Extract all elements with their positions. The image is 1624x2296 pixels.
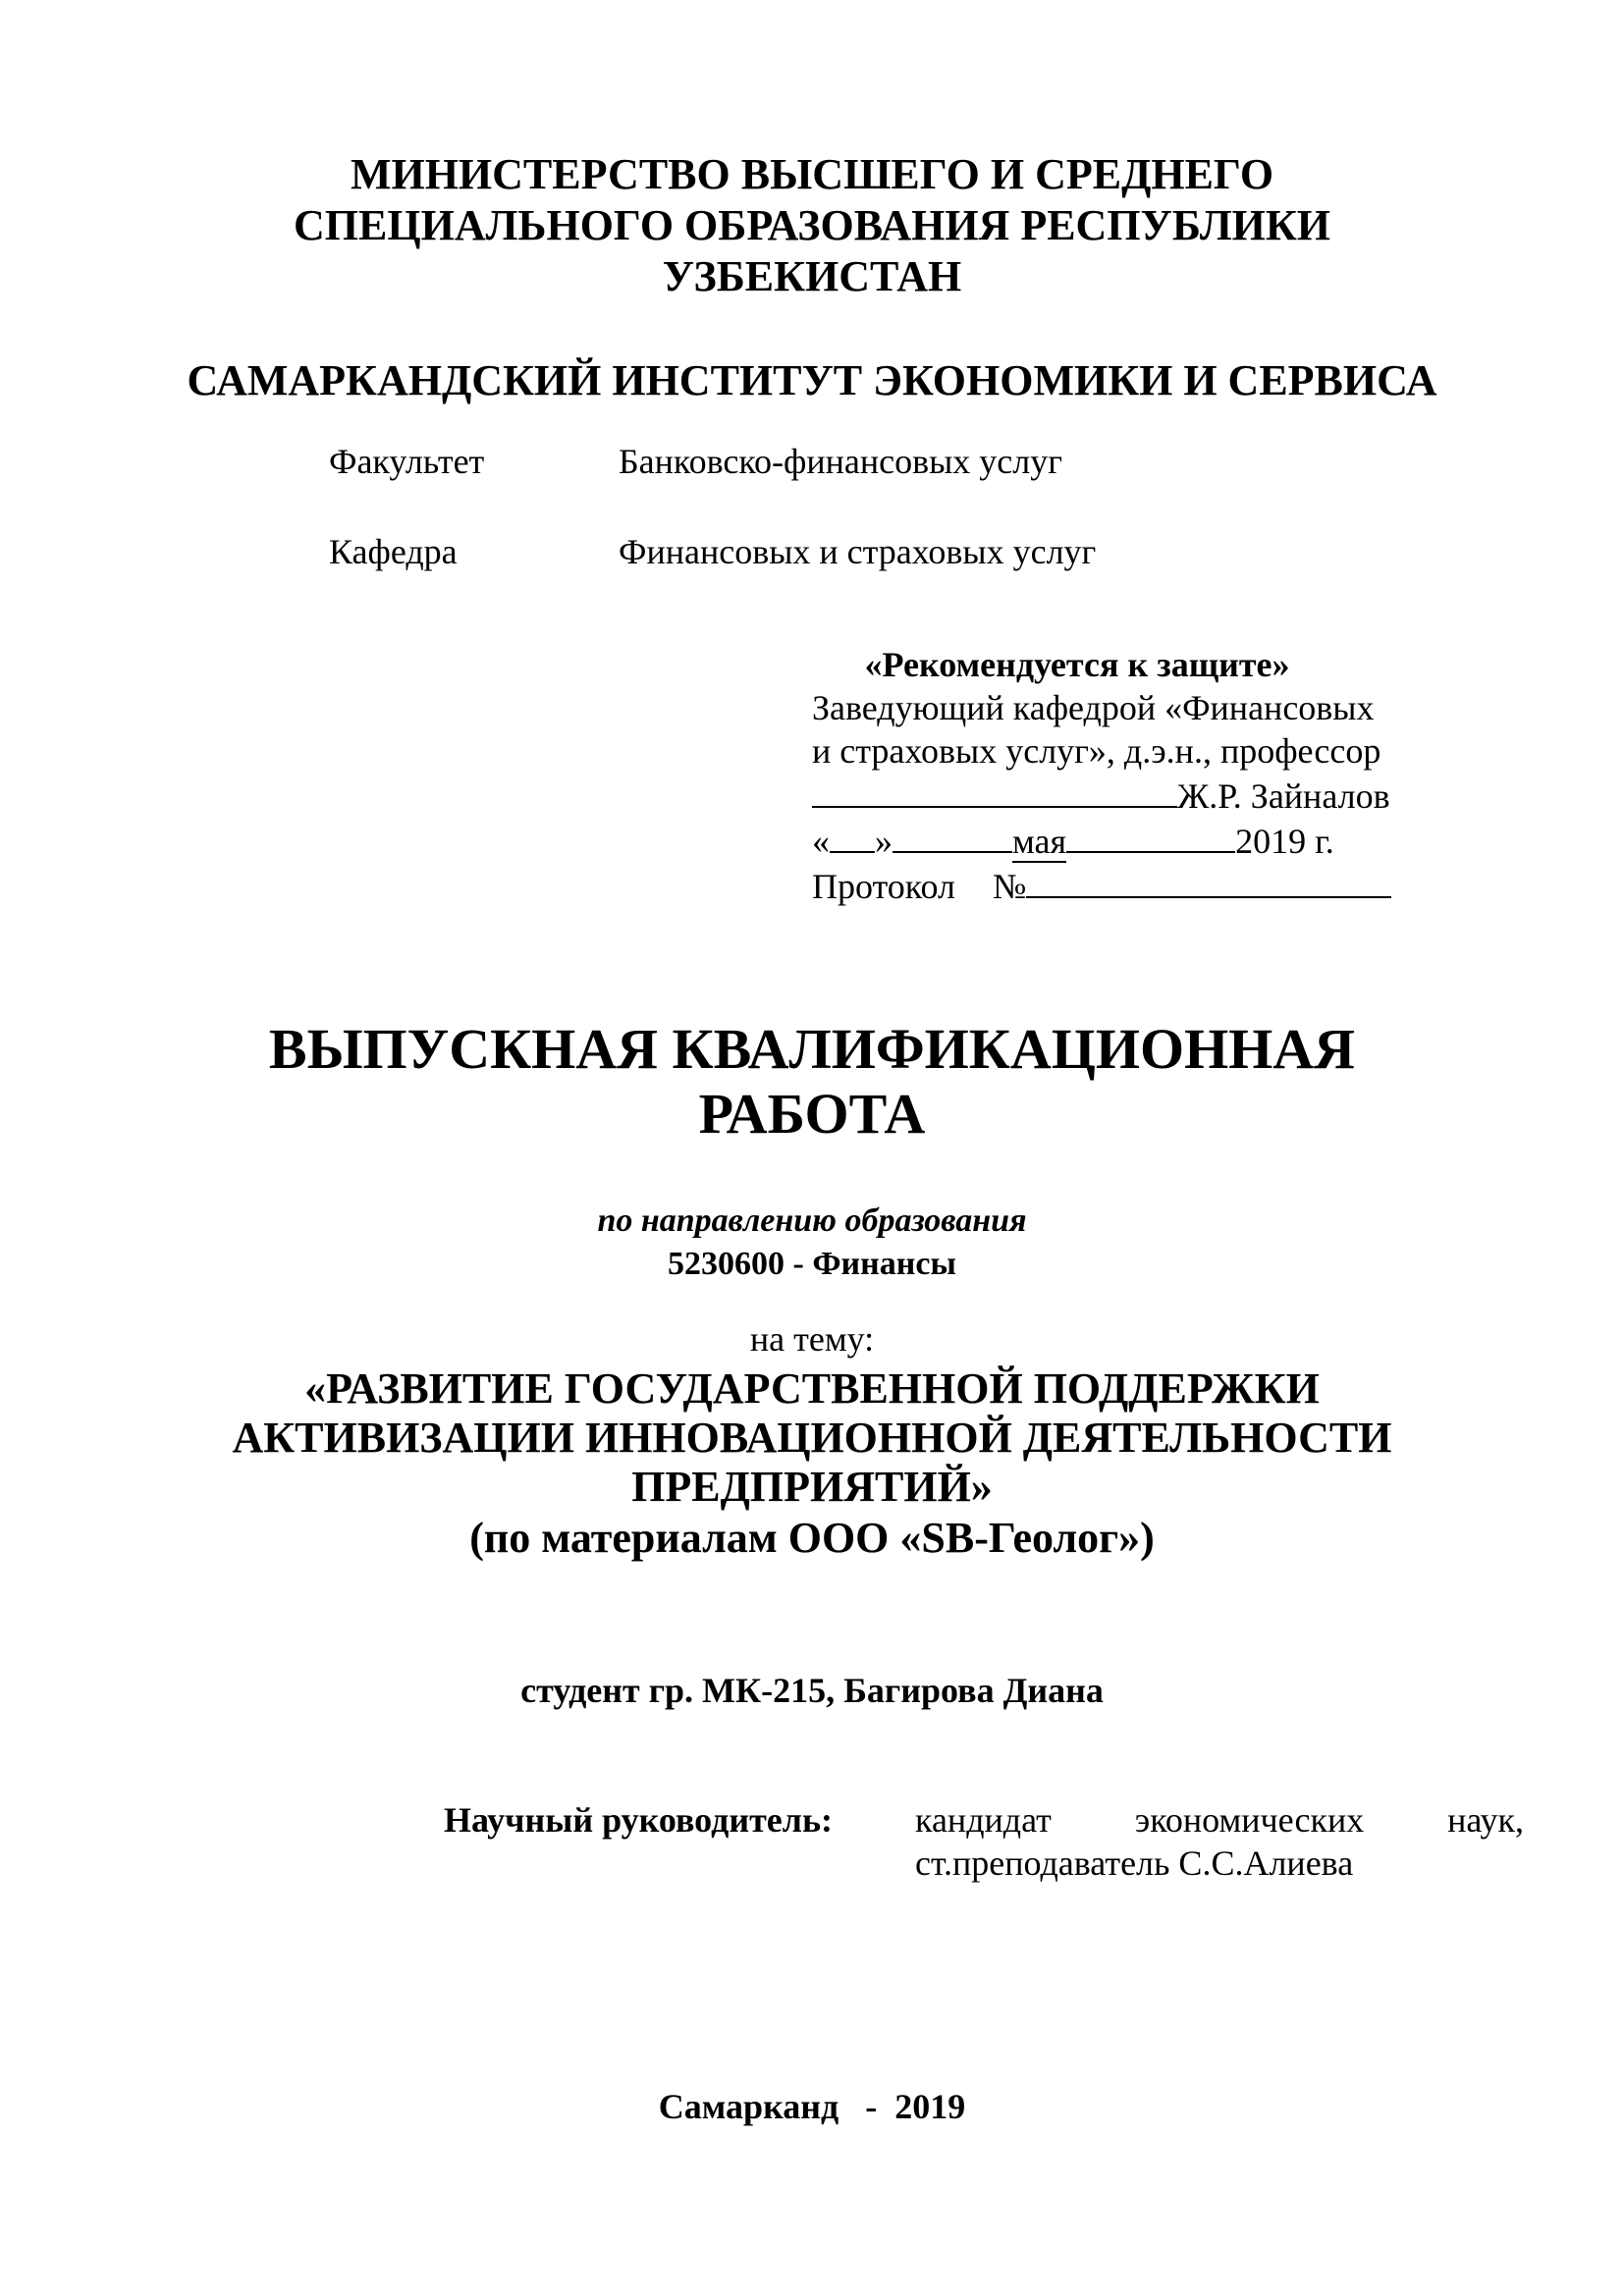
supervisor-degree-line	[915, 1798, 1524, 1842]
supervisor-word: наук,	[1447, 1800, 1524, 1840]
topic-intro: на тему:	[749, 1319, 875, 1359]
faculty-row	[329, 440, 1062, 483]
institute-heading: САМАРКАНДСКИЙ ИНСТИТУТ ЭКОНОМИКИ И СЕРВИСА	[187, 356, 1437, 404]
supervisor-word: кандидат	[915, 1800, 1052, 1840]
topic-materials: (по материалам ООО «SB-Геолог»)	[469, 1514, 1155, 1562]
date-month: мая	[1012, 822, 1067, 861]
ministry-line: МИНИСТЕРСТВО ВЫСШЕГО И СРЕДНЕГО	[350, 150, 1274, 198]
direction-block	[0, 1200, 1624, 1286]
date-blank	[893, 818, 1012, 853]
ministry-heading	[0, 149, 1624, 302]
faculty-label: Факультет	[329, 442, 485, 481]
supervisor-value	[915, 1798, 1524, 1885]
protocol-line	[812, 863, 1440, 908]
protocol-label: Протокол	[812, 867, 955, 906]
date-day-blank	[830, 818, 875, 853]
supervisor-word: экономических	[1134, 1800, 1365, 1840]
approval-heading: «Рекомендуется к защите»	[864, 645, 1290, 684]
approval-block	[812, 643, 1440, 908]
department-value: Финансовых и страховых услуг	[619, 532, 1097, 571]
date-close-quote: »	[875, 822, 893, 861]
supervisor-name-line: ст.преподаватель С.С.Алиева	[915, 1843, 1354, 1883]
date-line	[812, 818, 1440, 863]
date-open-quote: «	[812, 822, 830, 861]
student-info: студент гр. МК-215, Багирова Диана	[520, 1671, 1104, 1710]
faculty-value: Банковско-финансовых услуг	[619, 442, 1062, 481]
direction-label: по направлению образования	[597, 1202, 1027, 1239]
date-blank	[1066, 818, 1235, 853]
department-label: Кафедра	[329, 532, 458, 571]
protocol-sign: №	[992, 867, 1027, 906]
footer-city-year: Самарканд - 2019	[658, 2087, 966, 2126]
title-line: РАБОТА	[698, 1082, 926, 1146]
signature-blank	[812, 773, 1177, 808]
supervisor-label: Научный руководитель:	[444, 1800, 833, 1840]
ministry-line: УЗБЕКИСТАН	[662, 252, 962, 300]
protocol-blank	[1026, 863, 1391, 898]
ministry-line: СПЕЦИАЛЬНОГО ОБРАЗОВАНИЯ РЕСПУБЛИКИ	[294, 201, 1330, 249]
approval-line: и страховых услуг», д.э.н., профессор	[812, 731, 1381, 771]
topic-line: АКТИВИЗАЦИИ ИННОВАЦИОННОЙ ДЕЯТЕЛЬНОСТИ	[232, 1414, 1392, 1462]
approval-line: Заведующий кафедрой «Финансовых	[812, 688, 1375, 727]
department-row	[329, 530, 1096, 573]
date-year: 2019 г.	[1235, 822, 1334, 861]
title-line: ВЫПУСКНАЯ КВАЛИФИКАЦИОННАЯ	[268, 1017, 1356, 1081]
topic-line: «РАЗВИТИЕ ГОСУДАРСТВЕННОЙ ПОДДЕРЖКИ	[304, 1364, 1320, 1413]
topic-line: ПРЕДПРИЯТИЙ»	[631, 1463, 993, 1511]
head-name: Ж.Р. Зайналов	[1177, 776, 1390, 816]
direction-code: 5230600 - Финансы	[668, 1246, 956, 1282]
signature-line	[812, 773, 1440, 818]
topic-title	[0, 1364, 1624, 1512]
document-title	[0, 1017, 1624, 1147]
